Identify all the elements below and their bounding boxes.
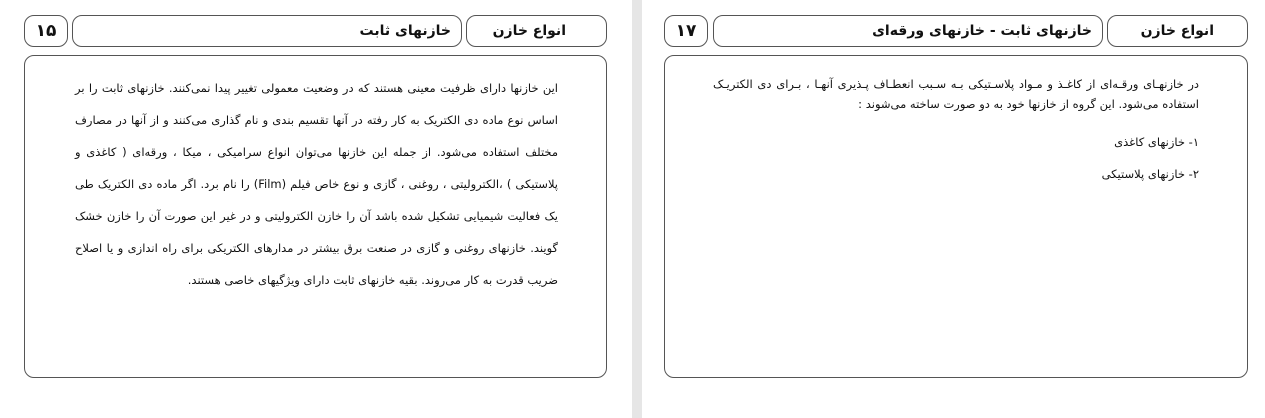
left-page [0,0,632,418]
section-title-box [1107,15,1248,47]
page-number: ۱۷ [675,21,697,41]
body-paragraph: در خازنهـای ورقـه‌ای از کاغـذ و مـواد پلاسـتیکی بـه سـبب انعطـاف پـذیری آنهـا ، بـرای دی الکتریـک استفاده می‌شود. این گروه از خازنها خود به دو صورت ساخته می‌شوند : [713,77,1199,111]
page-number: ۱۵ [35,21,57,41]
subtitle-box [72,15,462,47]
subtitle-box [713,15,1103,47]
section-title-box [466,15,607,47]
list-item: ۲- خازنهای پلاستیکی [1101,167,1199,181]
section-title: انواع خازن [492,23,566,39]
page-divider [632,0,642,418]
page-number-box [664,15,708,47]
right-page [642,0,1265,418]
page-number-box [24,15,68,47]
capacitor-type-list [713,132,1199,196]
section-title: انواع خازن [1140,23,1214,39]
content-box [664,55,1248,378]
body-paragraph: این خازنها دارای ظرفیت معینی هستند که در وضعیت معمولی تغییر پیدا نمی‌کنند. خازنهای ثابت را بر اساس نوع ماده دی الکتریک به کار رفته در آنها تقسیم بندی و نام گذاری می‌کنند و از آنها در مصارف مختلف استفاده می‌شود. از جمله این خازنها می‌توان انواع سرامیکی ، میکا ، ورقه‌ای ( کاغذی و پلاستیکی ) ،الکترولیتی ، روغنی ، گازی و نوع خاص فیلم (Film) را نام برد. اگر ماده دی الکتریک طی یک فعالیت شیمیایی تشکیل شده باشد آن را خازن الکترولیتی و در غیر این صورت آن را خازن خشک گویند. خازنهای روغنی و گازی در صنعت برق بیشتر در مدارهای الکتریکی برای راه اندازی و یا اصلاح ضریب قدرت به کار می‌روند. بقیه خازنهای ثابت دارای ویژگیهای خاصی هستند. [75,81,559,287]
content-box [24,55,607,378]
subtitle: خازنهای ثابت - خازنهای ورقه‌ای [872,23,1092,39]
list-item: ۱- خازنهای کاغذی [1114,135,1199,149]
subtitle: خازنهای ثابت [359,23,451,39]
